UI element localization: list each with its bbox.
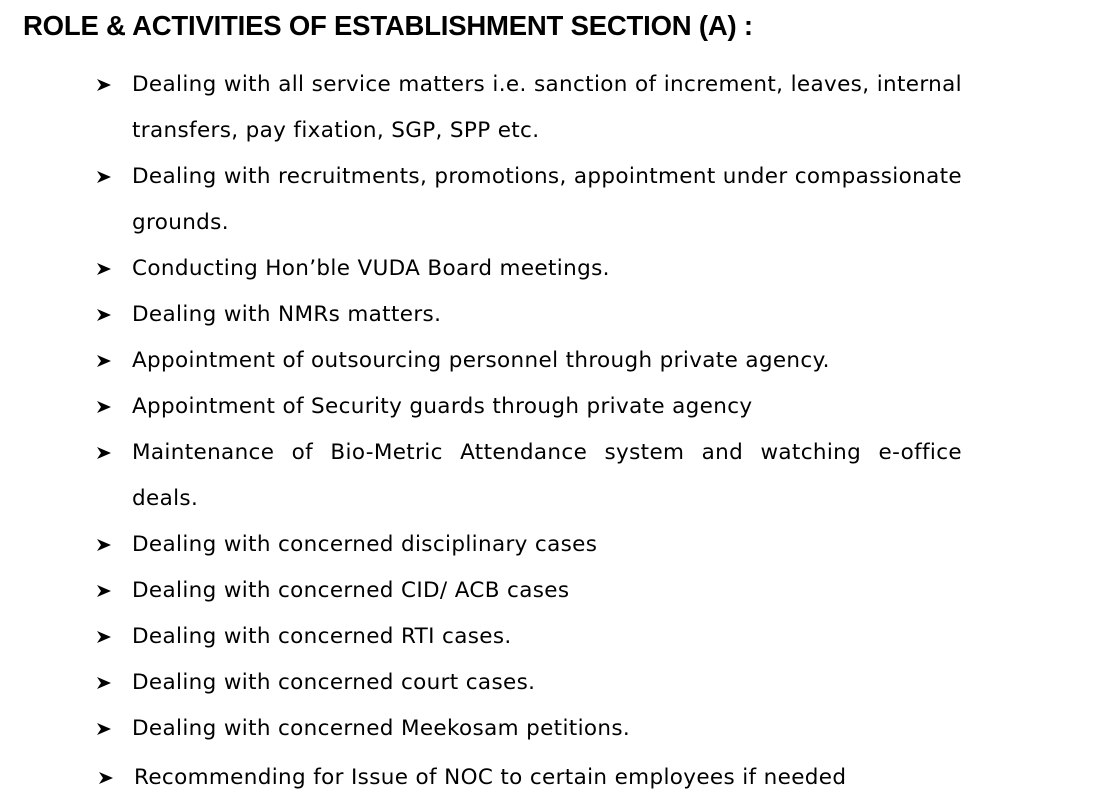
- arrow-bullet-icon: [96, 338, 114, 384]
- arrow-bullet-icon: [96, 568, 114, 614]
- arrow-bullet-icon: [96, 660, 114, 706]
- list-item: [0, 568, 962, 614]
- list-item-text: Appointment of Security guards through private agency: [132, 394, 753, 419]
- arrow-bullet-icon: [96, 522, 114, 568]
- list-item: [0, 755, 1034, 801]
- list-item: [0, 62, 962, 154]
- list-item-text: Dealing with all service matters i.e. sanction of increment, leaves, internal transfers, pay fixation, SGP, SPP etc.: [132, 72, 962, 143]
- list-item: [0, 292, 962, 338]
- list-item-text: Dealing with concerned court cases.: [132, 670, 536, 695]
- list-item: [0, 430, 962, 522]
- arrow-bullet-icon: [96, 614, 114, 660]
- list-item-text: Appointment of outsourcing personnel through private agency.: [132, 348, 830, 373]
- list-item: [0, 384, 962, 430]
- arrow-bullet-icon: [96, 706, 114, 752]
- list-item-text: Dealing with concerned Meekosam petitions.: [132, 716, 631, 741]
- arrow-bullet-icon: [96, 430, 114, 476]
- list-item-text: Recommending for Issue of NOC to certain employees if needed: [134, 765, 847, 790]
- list-item-text: Dealing with NMRs matters.: [132, 302, 442, 327]
- list-item: [0, 522, 962, 568]
- list-item: [0, 660, 962, 706]
- list-item-text: Maintenance of Bio-Metric Attendance system and watching e-office deals.: [132, 440, 962, 511]
- arrow-bullet-icon: [96, 292, 114, 338]
- list-item-text: Dealing with recruitments, promotions, appointment under compassionate grounds.: [132, 164, 962, 235]
- list-item: [0, 614, 962, 660]
- arrow-bullet-icon: [96, 62, 114, 108]
- list-item: [0, 338, 962, 384]
- list-item: [0, 706, 962, 752]
- list-item-text: Dealing with concerned CID/ ACB cases: [132, 578, 570, 603]
- list-item: [0, 246, 962, 292]
- list-item-text: Dealing with concerned disciplinary cases: [132, 532, 598, 557]
- list-item-text: Dealing with concerned RTI cases.: [132, 624, 512, 649]
- arrow-bullet-icon: [98, 755, 116, 801]
- activities-list: [0, 62, 1113, 801]
- list-item: [0, 154, 962, 246]
- list-item-text: Conducting Hon’ble VUDA Board meetings.: [132, 256, 610, 281]
- section-heading: ROLE & ACTIVITIES OF ESTABLISHMENT SECTION (A) :: [23, 10, 753, 41]
- arrow-bullet-icon: [96, 246, 114, 292]
- arrow-bullet-icon: [96, 384, 114, 430]
- arrow-bullet-icon: [96, 154, 114, 200]
